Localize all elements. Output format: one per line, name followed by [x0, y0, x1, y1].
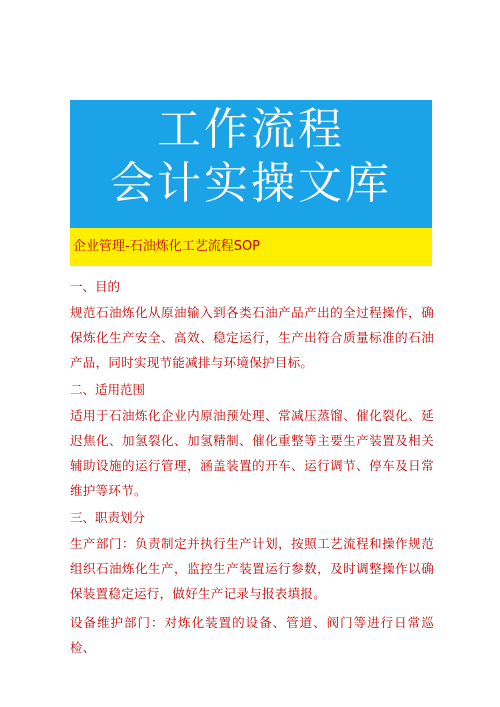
- banner-title-line-2: 会计实操文库: [110, 158, 392, 209]
- subtitle-bar: [70, 228, 432, 266]
- title-banner: [70, 100, 432, 228]
- section-paragraph-scope: 适用于石油炼化企业内原油预处理、常减压蒸馏、催化裂化、延迟焦化、加氢裂化、加氢精制、催化重整等主要生产装置及相关辅助设施的运行管理，涵盖装置的开车、运行调节、停车及日常维护等环节。: [70, 408, 434, 498]
- section-heading-purpose: 一、目的: [70, 279, 121, 294]
- section-heading-scope: 二、适用范围: [70, 382, 146, 397]
- section-paragraph-purpose: 规范石油炼化从原油输入到各类石油产品产出的全过程操作，确保炼化生产安全、高效、稳定运行，生产出符合质量标准的石油产品，同时实现节能减排与环境保护目标。: [70, 305, 434, 370]
- banner-title-line-1: 工作流程: [157, 104, 345, 155]
- document-subtitle: 企业管理-石油炼化工艺流程SOP: [73, 239, 261, 254]
- section-paragraph-maintenance-dept: 设备维护部门：对炼化装置的设备、管道、阀门等进行日常巡检、: [70, 615, 434, 655]
- section-heading-responsibilities: 三、职责划分: [70, 510, 146, 525]
- section-paragraph-production-dept: 生产部门：负责制定并执行生产计划，按照工艺流程和操作规范组织石油炼化生产，监控生产装置运行参数，及时调整操作以确保装置稳定运行，做好生产记录与报表填报。: [70, 536, 434, 601]
- document-body: [70, 276, 434, 664]
